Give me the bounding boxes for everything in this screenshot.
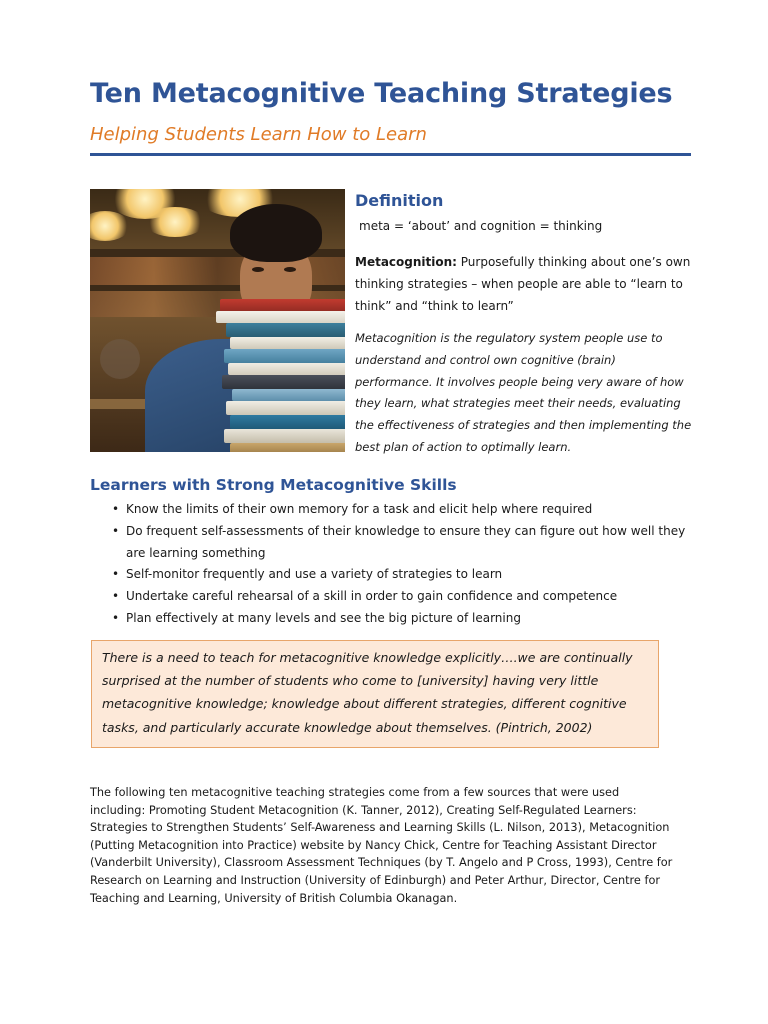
pintrich-quote-box bbox=[91, 640, 659, 748]
metacognition-term: Metacognition: bbox=[355, 255, 457, 269]
list-item: • Undertake careful rehearsal of a skill in order to gain confidence and competence bbox=[126, 586, 696, 608]
list-item: • Plan effectively at many levels and see the big picture of learning bbox=[126, 608, 696, 630]
learners-heading: Learners with Strong Metacognitive Skills bbox=[90, 476, 457, 494]
metacognition-definition bbox=[355, 251, 695, 317]
student-with-books-photo bbox=[90, 189, 345, 452]
learners-skills-list bbox=[110, 499, 696, 630]
page-subtitle: Helping Students Learn How to Learn bbox=[90, 124, 427, 145]
list-item: • Know the limits of their own memory for a task and elicit help where required bbox=[126, 499, 696, 521]
quote-text: There is a need to teach for metacognitive knowledge explicitly….we are continually surprised at the number of students who come to [university] having very little metacognitive knowledge; knowledge about different strategies, different cognitive tasks, and particularly accurate knowledge about themselves. (Pintrich, 2002) bbox=[102, 650, 633, 735]
metacognition-term-text: Purposefully thinking about one’s own thinking strategies – when people are able to “learn to think” and “think to learn” bbox=[355, 255, 691, 313]
metacognition-description: Metacognition is the regulatory system people use to understand and control own cognitive (brain) performance. It involves people being very aware of how they learn, what strategies meet their needs, evaluating the effectiveness of strategies and then implementing the best plan of action to optimally learn. bbox=[355, 331, 692, 454]
definition-meaning: meta = ‘about’ and cognition = thinking bbox=[359, 219, 603, 233]
list-item: • Self-monitor frequently and use a variety of strategies to learn bbox=[126, 564, 696, 586]
sources-paragraph: The following ten metacognitive teaching strategies come from a few sources that were used including: Promoting Student Metacognition (K. Tanner, 2012), Creating Self-Regulated Learners: Strategies to Strengthen Students’ Self-Awareness and Learning Skills (L. Nilson, 2013), Metacognition (Putting Metacognition into Practice) website by Nancy Chick, Centre for Teaching Assistant Director (Vanderbilt University), Classroom Assessment Techniques (by T. Angelo and P Cross, 1993), Centre for Research on Learning and Instruction (University of Edinburgh) and Peter Arthur, Director, Centre for Teaching and Learning, University of British Columbia Okanagan. bbox=[90, 786, 673, 905]
page-title: Ten Metacognitive Teaching Strategies bbox=[90, 78, 673, 109]
list-item: • Do frequent self-assessments of their knowledge to ensure they can figure out how well they are learning something bbox=[126, 521, 696, 565]
title-divider bbox=[90, 153, 691, 156]
definition-heading: Definition bbox=[355, 191, 444, 210]
